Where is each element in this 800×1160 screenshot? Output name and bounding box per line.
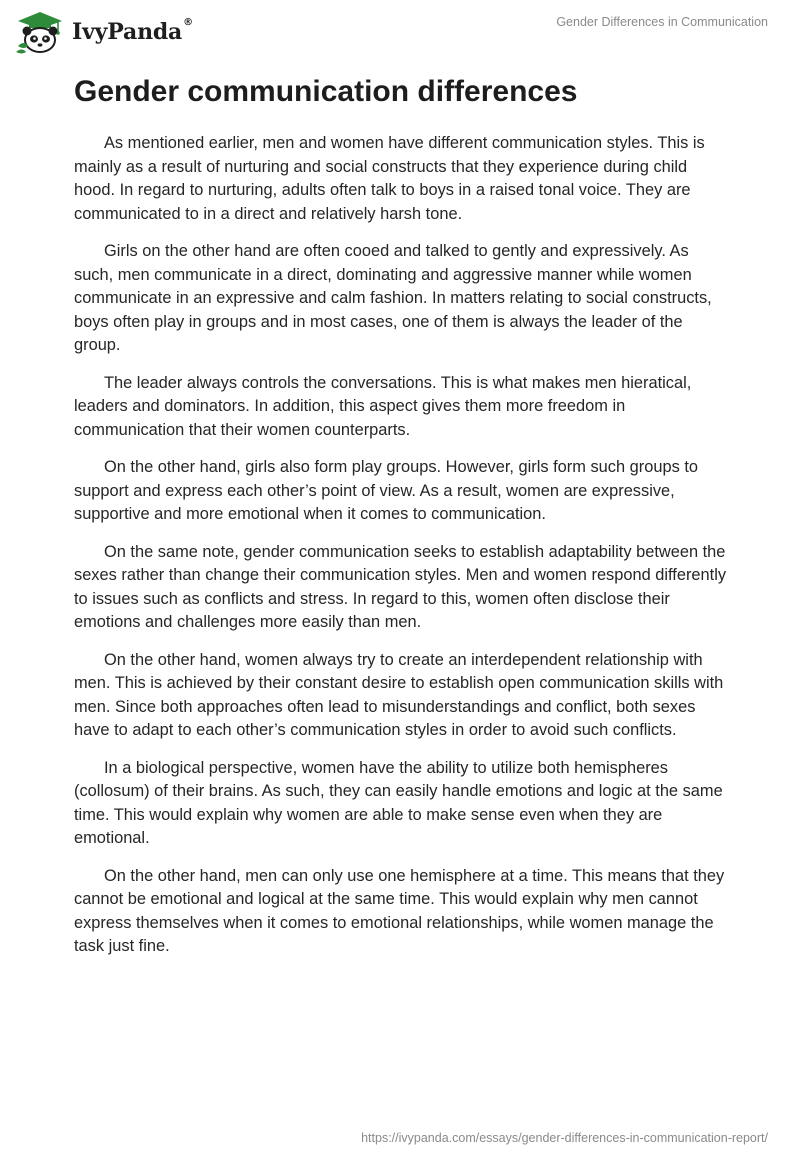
source-url[interactable]: https://ivypanda.com/essays/gender-differences-in-communication-report/ bbox=[361, 1131, 768, 1145]
running-title: Gender Differences in Communication bbox=[556, 15, 768, 29]
page-header bbox=[0, 0, 800, 60]
panda-graduate-icon bbox=[14, 10, 66, 54]
article bbox=[74, 72, 730, 973]
paragraph: On the other hand, men can only use one hemisphere at a time. This means that they cannot be emotional and logical at the same time. This would explain why men cannot express themselves when it comes to emotional relationships, while women manage the task just fine. bbox=[74, 866, 725, 955]
paragraph: On the other hand, girls also form play groups. However, girls form such groups to support and express each other’s point of view. As a result, women are expressive, supportive and more emotional when it comes to communication. bbox=[74, 458, 698, 523]
article-title: Gender communication differences bbox=[74, 75, 578, 108]
paragraph: On the same note, gender communication seeks to establish adaptability between the sexes rather than change their communication styles. Men and women respond differently to issues such as conflicts and stress. In regard to this, women often disclose their emotions and challenges more easily than men. bbox=[74, 542, 727, 631]
brand-name: IvyPanda® bbox=[72, 17, 193, 45]
paragraph: In a biological perspective, women have the ability to utilize both hemispheres (collosum) of their brains. As such, they can easily handle emotions and logic at the same time. This would explain why women are able to make sense even when they are emotional. bbox=[74, 758, 723, 847]
ivypanda-logo[interactable] bbox=[14, 8, 193, 56]
paragraph: Girls on the other hand are often cooed and talked to gently and expressively. As such, men communicate in a direct, dominating and aggressive manner while women communicate in an expressive and calm fashion. In matters relating to social constructs, boys often play in groups and in most cases, one of them is always the leader of the group. bbox=[74, 242, 712, 354]
paragraph: On the other hand, women always try to create an interdependent relationship with men. This is achieved by their constant desire to establish open communication skills with men. Since both approaches often lead to misunderstandings and conflict, both sexes have to adapt to each other’s communication styles in order to avoid such conflicts. bbox=[74, 650, 724, 739]
paragraph: As mentioned earlier, men and women have different communication styles. This is mainly as a result of nurturing and social constructs that they experience during child hood. In regard to nurturing, adults often talk to boys in a raised tonal voice. They are communicated to in a direct and relatively harsh tone. bbox=[74, 134, 705, 223]
registered-mark: ® bbox=[183, 17, 193, 28]
paragraph: The leader always controls the conversations. This is what makes men hieratical, leaders and dominators. In addition, this aspect gives them more freedom in communication that their women counterparts. bbox=[74, 373, 692, 439]
